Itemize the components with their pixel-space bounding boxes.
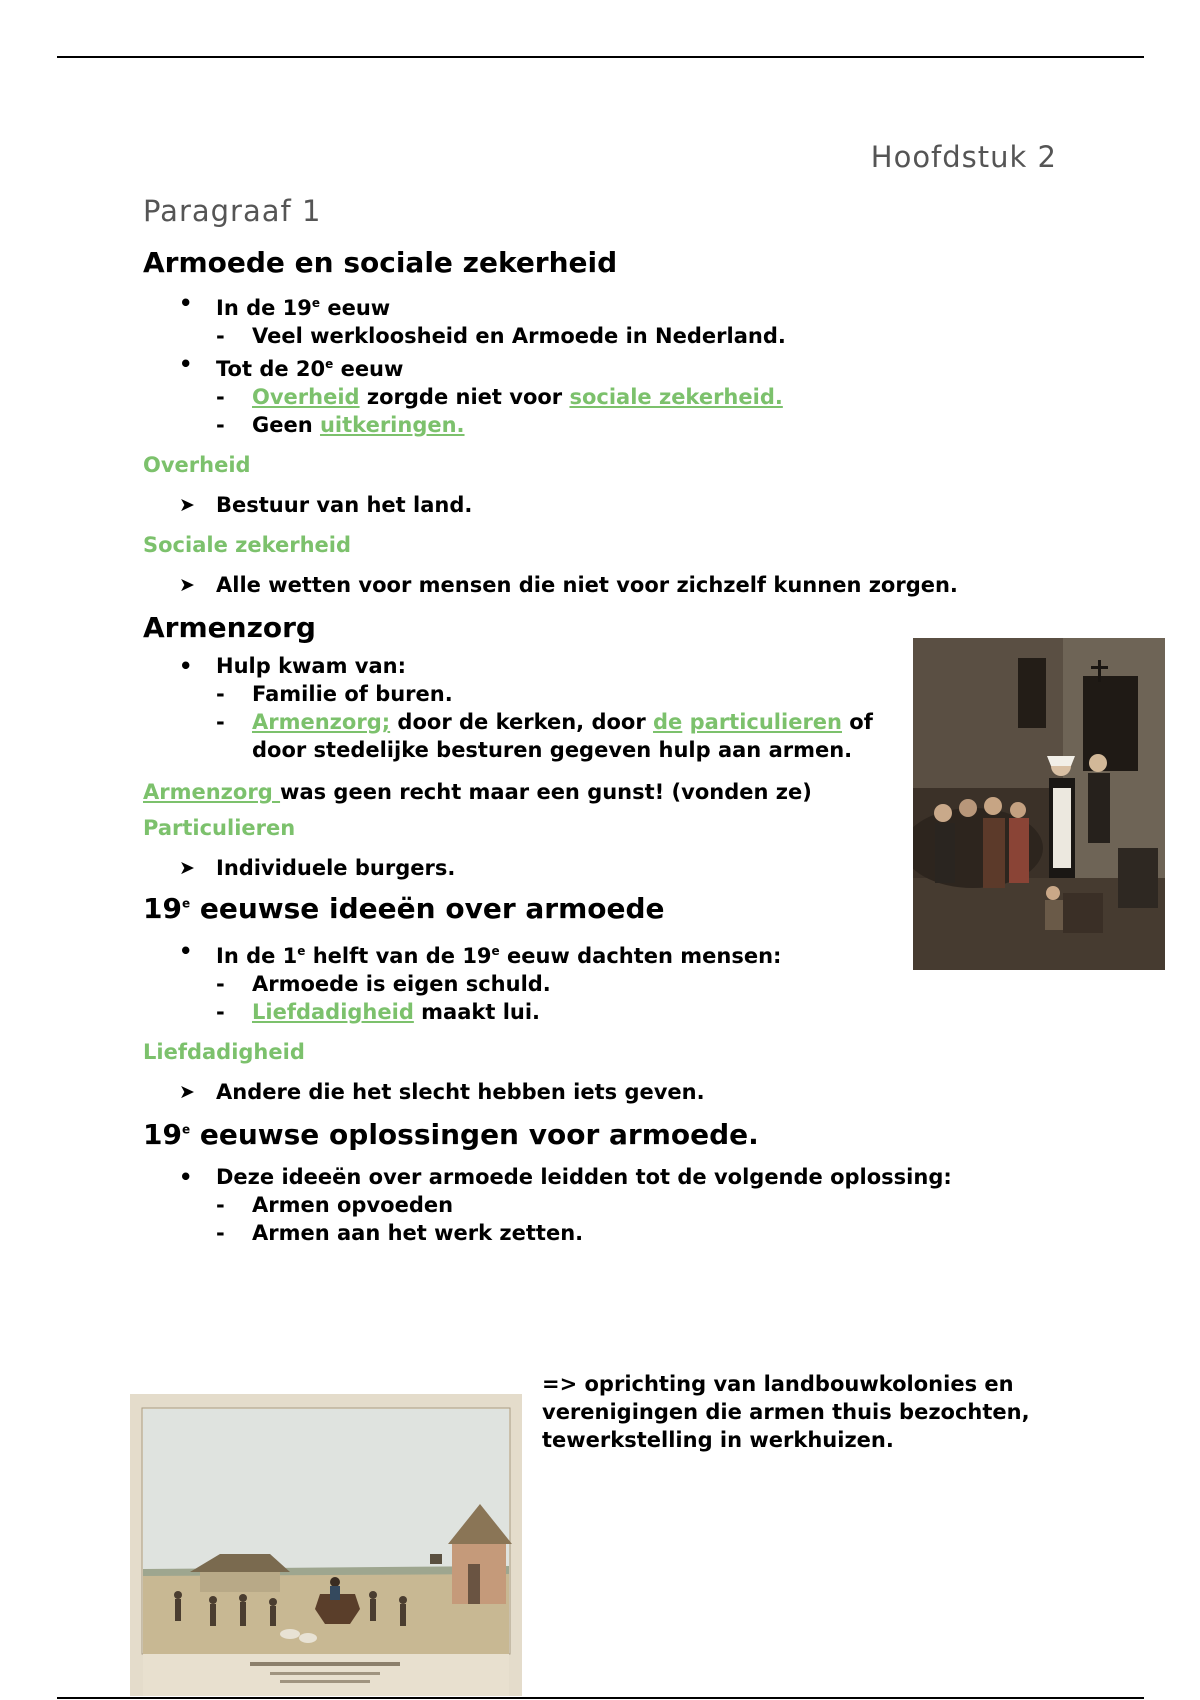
section-title-ideeen: 19e eeuwse ideeën over armoede [143, 892, 665, 925]
link-sociale-zekerheid[interactable]: sociale zekerheid. [569, 385, 783, 409]
dash-opvoeden: - Armen opvoeden [143, 1191, 1063, 1219]
link-particulieren[interactable]: particulieren [689, 710, 842, 734]
link-armenzorg[interactable]: Armenzorg; [252, 710, 391, 734]
oplossing-result: => oprichting van landbouwkolonies en verenigingen die armen thuis bezochten, tewerkstelling in werkhuizen. [542, 1372, 1030, 1452]
def-particulieren: ➤ Individuele burgers. [143, 854, 1063, 882]
link-liefdadigheid[interactable]: Liefdadigheid [252, 1000, 414, 1024]
link-de[interactable]: de [653, 710, 683, 734]
def-overheid: ➤ Bestuur van het land. [143, 491, 1063, 519]
dash-werk: - Armen aan het werk zetten. [143, 1219, 1063, 1247]
bullet-eerste-helft: • In de 1e helft van de 19e eeuw dachten mensen: [143, 937, 1063, 970]
paragraph-heading: Paragraaf 1 [143, 194, 322, 228]
armenzorg-painting [913, 638, 1165, 970]
term-overheid: Overheid [143, 453, 251, 477]
dash-overheid: - Overheid zorgde niet voor sociale zekerheid. [143, 383, 1063, 411]
term-sociale-zekerheid: Sociale zekerheid [143, 533, 352, 557]
dash-liefdadigheid: - Liefdadigheid maakt lui. [143, 998, 1063, 1026]
dash-uitkeringen: - Geen uitkeringen. [143, 411, 1063, 439]
link-overheid[interactable]: Overheid [252, 385, 360, 409]
def-liefdadigheid: ➤ Andere die het slecht hebben iets geven. [143, 1078, 1063, 1106]
dash-eigen-schuld: - Armoede is eigen schuld. [143, 970, 1063, 998]
dash-familie: - Familie of buren. [143, 680, 883, 708]
bullet-ideeen-leidden: • Deze ideeën over armoede leidden tot de volgende oplossing: [143, 1163, 1063, 1191]
link-armenzorg-note[interactable]: Armenzorg [143, 780, 281, 804]
landbouwkolonie-print [130, 1394, 522, 1696]
term-liefdadigheid: Liefdadigheid [143, 1040, 305, 1064]
def-sociale-zekerheid: ➤ Alle wetten voor mensen die niet voor zichzelf kunnen zorgen. [143, 571, 1063, 599]
term-particulieren: Particulieren [143, 816, 296, 840]
bullet-hulp: • Hulp kwam van: [143, 652, 883, 680]
link-uitkeringen[interactable]: uitkeringen. [319, 413, 465, 437]
chapter-heading: Hoofdstuk 2 [870, 140, 1057, 174]
dash-werkloosheid: - Veel werkloosheid en Armoede in Nederland. [143, 322, 1063, 350]
bottom-rule [57, 1697, 1144, 1699]
top-rule [57, 56, 1144, 58]
section-title-armoede: Armoede en sociale zekerheid [143, 246, 618, 279]
armenzorg-note: Armenzorg was geen recht maar een gunst! (vonden ze) [143, 780, 812, 804]
bullet-20e-eeuw: • Tot de 20e eeuw [143, 350, 1063, 383]
section-title-oplossingen: 19e eeuwse oplossingen voor armoede. [143, 1118, 759, 1151]
dash-armenzorg: - Armenzorg; door de kerken, door de particulieren of door stedelijke besturen gegeven hulp aan armen. [143, 708, 883, 764]
section-title-armenzorg: Armenzorg [143, 611, 316, 644]
bullet-19e-eeuw: • In de 19e eeuw [143, 289, 1063, 322]
